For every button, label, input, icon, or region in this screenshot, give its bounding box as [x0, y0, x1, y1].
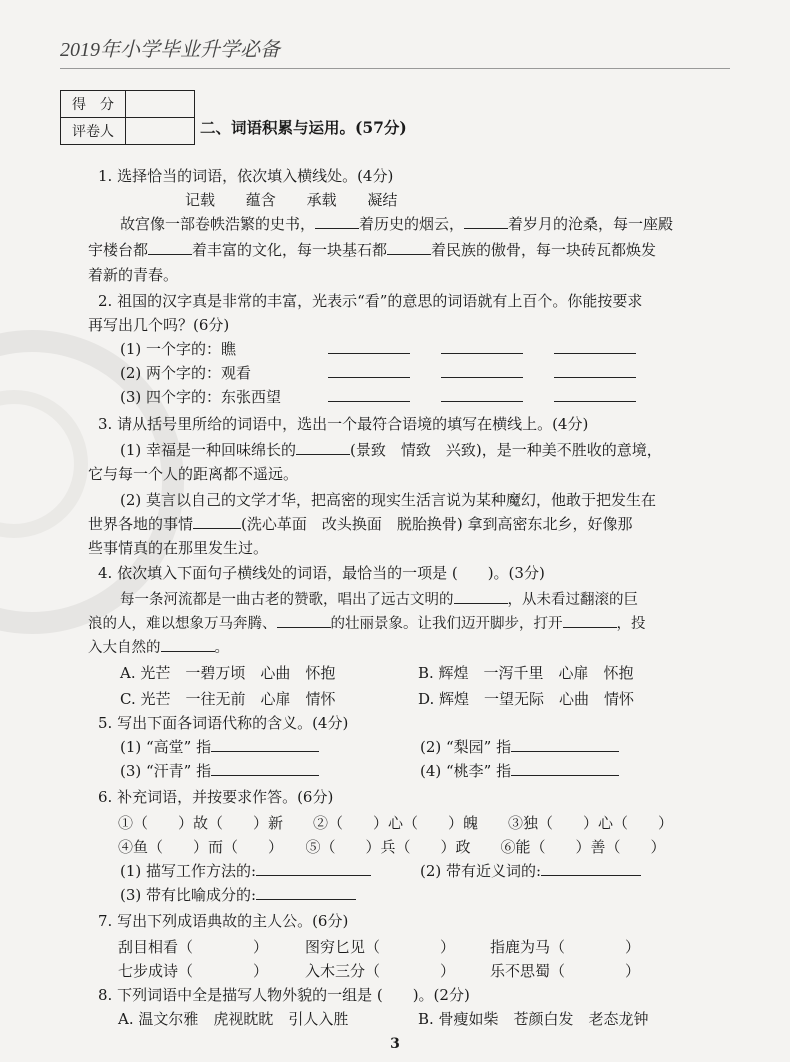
grader-cell[interactable] — [126, 118, 195, 145]
q5-item — [420, 735, 619, 759]
score-cell[interactable] — [126, 91, 195, 118]
text: (4) “桃李” 指 — [420, 762, 512, 780]
text: 故宫像一部卷帙浩繁的史书， — [120, 215, 316, 233]
q6-row: ④鱼（ ）而（ ） ⑤（ ）兵（ ）政 ⑥能（ ）善（ ） — [118, 838, 666, 856]
q2-item — [120, 385, 281, 409]
q4-passage — [88, 611, 646, 636]
q2-item — [120, 361, 251, 385]
answer-blank[interactable] — [277, 611, 331, 628]
text: (3) 四个字的：东张西望 — [120, 388, 282, 406]
answer-blank[interactable] — [161, 635, 215, 652]
q5-item — [420, 759, 619, 783]
q8-stem: 8. 下列词语中全是描写人物外貌的一组是 ( )。(2分) — [98, 986, 470, 1004]
section-title: 二、词语积累与运用。(57分) — [200, 118, 407, 137]
answer-blank[interactable] — [464, 212, 508, 229]
q2-stem: 2. 祖国的汉字真是非常的丰富，光表示“看”的意思的词语就有上百个。你能按要求 — [98, 292, 643, 310]
q3-stem: 3. 请从括号里所给的词语中，选出一个最符合语境的填写在横线上。(4分) — [98, 415, 589, 433]
answer-blank[interactable] — [554, 385, 636, 402]
text: 世界各地的事情 — [88, 515, 194, 533]
answer-blank[interactable] — [328, 337, 410, 354]
answer-blank[interactable] — [211, 735, 319, 752]
answer-blank[interactable] — [328, 385, 410, 402]
answer-blank[interactable] — [256, 883, 356, 900]
q4-option-a[interactable]: A. 光芒 一碧万顷 心曲 怀抱 — [120, 664, 336, 682]
q5-item — [120, 759, 319, 783]
q6-answer — [120, 883, 356, 907]
text: (3) “汗青” 指 — [120, 762, 212, 780]
q4-stem: 4. 依次填入下面句子横线处的词语，最恰当的一项是 ( )。(3分) — [98, 564, 545, 582]
text: (1) 幸福是一种回味绵长的 — [120, 441, 297, 459]
text: 着丰富的文化，每一块基石都 — [192, 241, 388, 259]
text: 浪的人，难以想象万马奔腾、 — [88, 616, 277, 632]
q2-blanks — [328, 337, 636, 361]
text: (景致 情致 兴致)，是一种美不胜收的意境， — [350, 441, 662, 459]
score-table — [60, 90, 195, 145]
text: ，投 — [616, 616, 646, 632]
answer-blank[interactable] — [554, 337, 636, 354]
text: (1) “高堂” 指 — [120, 738, 212, 756]
q4-option-b[interactable]: B. 辉煌 一泻千里 心扉 怀抱 — [418, 664, 634, 682]
page-number: 3 — [390, 1036, 400, 1052]
q5-stem: 5. 写出下面各词语代称的含义。(4分) — [98, 714, 349, 732]
q8-option-b[interactable]: B. 骨瘦如柴 苍颜白发 老态龙钟 — [418, 1010, 649, 1028]
text: 入大自然的 — [88, 640, 161, 656]
answer-blank[interactable] — [328, 361, 410, 378]
score-label: 得 分 — [61, 91, 126, 118]
answer-blank[interactable] — [148, 238, 192, 255]
q3-sentence: (2) 莫言以自己的文学才华，把高密的现实生活言说为某种魔幻，他敢于把发生在 — [120, 491, 657, 509]
q4-passage — [88, 635, 229, 660]
answer-blank[interactable] — [315, 212, 359, 229]
grader-label: 评卷人 — [61, 118, 126, 145]
q7-item: 图穷匕见（ ） — [305, 938, 456, 956]
text: (洗心革面 改头换面 脱胎换骨) 拿到高密东北乡，好像那 — [241, 515, 633, 533]
text: (1) 描写工作方法的: — [120, 862, 257, 880]
q7-stem: 7. 写出下列成语典故的主人公。(6分) — [98, 912, 349, 930]
q7-item: 入木三分（ ） — [305, 962, 456, 980]
text: 。 — [214, 640, 229, 656]
answer-blank[interactable] — [296, 438, 350, 455]
q7-item: 刮目相看（ ） — [118, 938, 269, 956]
text: (3) 带有比喻成分的: — [120, 886, 257, 904]
q2-blanks — [328, 361, 636, 385]
answer-blank[interactable] — [387, 238, 431, 255]
q1-stem: 1. 选择恰当的词语，依次填入横线处。(4分) — [98, 167, 394, 185]
answer-blank[interactable] — [193, 512, 241, 529]
text: 着民族的傲骨，每一块砖瓦都焕发 — [431, 241, 657, 259]
text: ，从未看过翻滚的巨 — [507, 592, 638, 608]
answer-blank[interactable] — [541, 859, 641, 876]
q5-item — [120, 735, 319, 759]
q3-sentence — [120, 438, 662, 462]
q1-passage-line — [120, 212, 673, 236]
text: (2) 两个字的：观看 — [120, 364, 252, 382]
q1-passage-line — [88, 238, 656, 262]
answer-blank[interactable] — [441, 337, 523, 354]
text: 每一条河流都是一曲古老的赞歌，唱出了远古文明的 — [120, 592, 454, 608]
q1-option: 承载 — [306, 191, 337, 209]
answer-blank[interactable] — [554, 361, 636, 378]
text: 着岁月的沧桑，每一座殿 — [508, 215, 674, 233]
text: 宇楼台都 — [88, 241, 149, 259]
answer-blank[interactable] — [563, 611, 617, 628]
q3-sentence — [88, 512, 633, 536]
q1-option: 凝结 — [367, 191, 398, 209]
text: (2) 带有近义词的: — [420, 862, 542, 880]
q1-passage-line: 着新的青春。 — [88, 266, 179, 284]
q2-stem-cont: 再写出几个吗？(6分) — [88, 316, 230, 334]
answer-blank[interactable] — [511, 759, 619, 776]
q4-option-c[interactable]: C. 光芒 一往无前 心扉 情怀 — [120, 690, 336, 708]
q6-row: ①（ ）故（ ）新 ②（ ）心（ ）魄 ③独（ ）心（ ） — [118, 814, 674, 832]
answer-blank[interactable] — [511, 735, 619, 752]
q1-option: 记载 — [185, 191, 216, 209]
q6-answer — [120, 859, 371, 883]
q2-blanks — [328, 385, 636, 409]
text: (2) “梨园” 指 — [420, 738, 512, 756]
answer-blank[interactable] — [211, 759, 319, 776]
header-divider — [60, 68, 730, 69]
q4-option-d[interactable]: D. 辉煌 一望无际 心曲 情怀 — [418, 690, 635, 708]
q4-passage — [120, 587, 638, 612]
q6-answer — [420, 859, 641, 883]
q7-item: 指鹿为马（ ） — [490, 938, 641, 956]
answer-blank[interactable] — [256, 859, 371, 876]
q7-item: 七步成诗（ ） — [118, 962, 269, 980]
answer-blank[interactable] — [454, 587, 508, 604]
q6-stem: 6. 补充词语，并按要求作答。(6分) — [98, 788, 334, 806]
answer-blank[interactable] — [441, 361, 523, 378]
q8-option-a[interactable]: A. 温文尔雅 虎视眈眈 引人入胜 — [118, 1010, 349, 1028]
text: 着历史的烟云， — [359, 215, 465, 233]
q1-option: 蕴含 — [245, 191, 276, 209]
q1-options — [185, 188, 397, 212]
text: (1) 一个字的：瞧 — [120, 340, 237, 358]
answer-blank[interactable] — [441, 385, 523, 402]
page-header: 2019年小学毕业升学必备 — [60, 39, 280, 61]
q7-item: 乐不思蜀（ ） — [490, 962, 641, 980]
q2-item — [120, 337, 236, 361]
text: 的壮丽景象。让我们迈开脚步，打开 — [330, 616, 563, 632]
q3-sentence: 它与每一个人的距离都不遥远。 — [88, 465, 299, 483]
q3-sentence: 些事情真的在那里发生过。 — [88, 539, 269, 557]
